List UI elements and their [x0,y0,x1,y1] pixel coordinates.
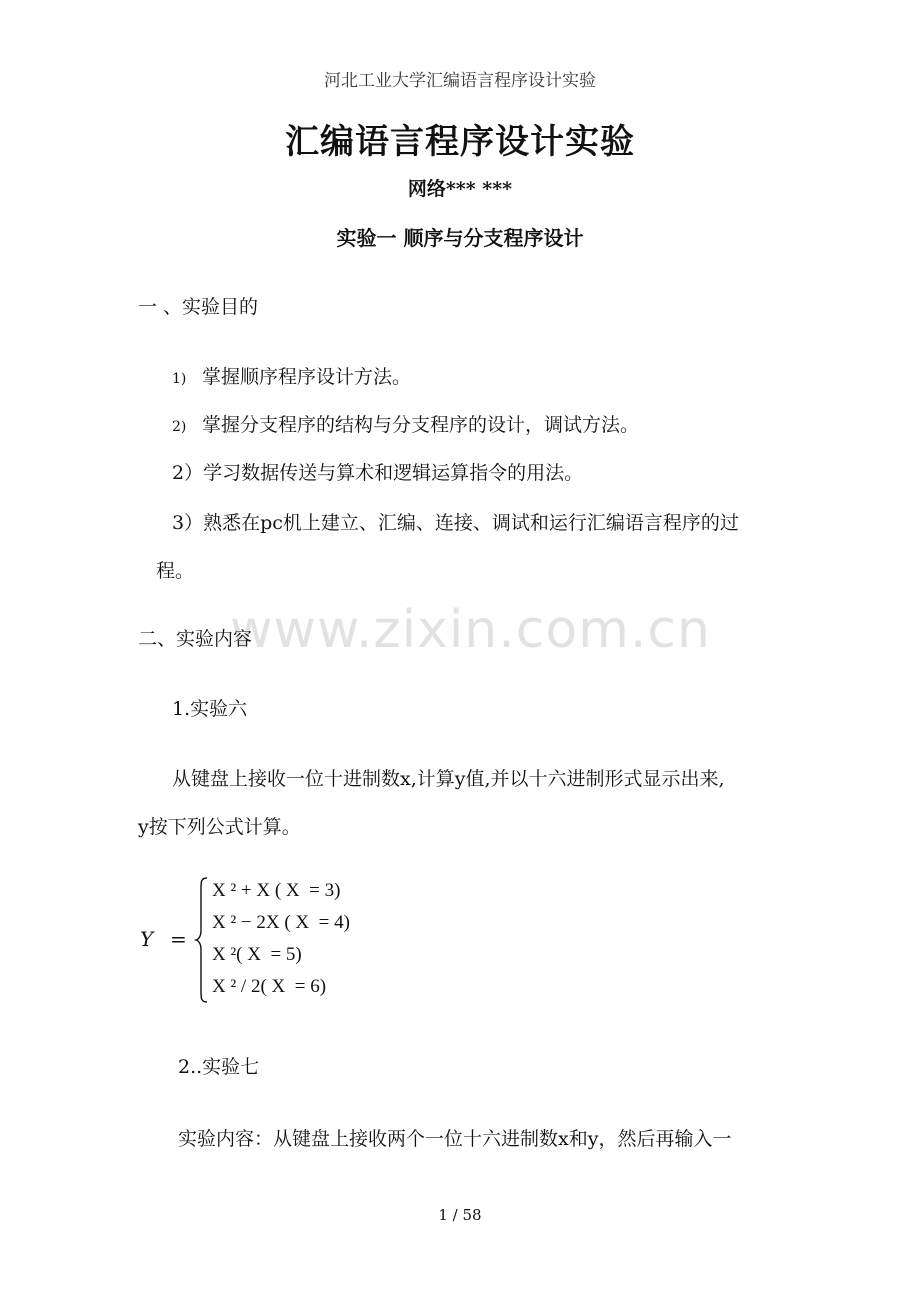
page-header: 河北工业大学汇编语言程序设计实验 [324,71,596,91]
author-line: 网络*** *** [407,178,513,200]
left-brace-icon [194,876,210,1004]
formula-case-1 [212,880,340,902]
item-number: 3） [172,512,204,534]
formula-case-2 [212,912,350,934]
formula-case-3 [212,944,302,966]
formula-case-4 [212,976,326,998]
experiment-6-desc-line2: y按下列公式计算。 [138,816,301,838]
item-text: 掌握分支程序的结构与分支程序的设计，调试方法。 [202,414,640,436]
item-number: 2) [172,419,187,435]
item-text: 掌握顺序程序设计方法。 [202,366,412,388]
item-number: 2） [172,462,204,484]
watermark: www.zixin.com.cn [230,600,711,660]
case-expression: X ² [212,944,237,965]
formula-equals: = [170,927,187,951]
experiment-7-desc-line1: 实验内容：从键盘上接收两个一位十六进制数x和y，然后再输入一 [178,1128,732,1150]
document-title: 汇编语言程序设计实验 [285,122,635,162]
purpose-item-2 [172,410,639,437]
purpose-item-1 [172,362,411,389]
purpose-item-4-continuation: 程。 [156,560,195,582]
item-number: 1) [172,371,187,387]
purpose-item-3 [172,458,583,485]
item-text: 熟悉在pc机上建立、汇编、连接、调试和运行汇编语言程序的过 [203,512,739,534]
experiment-7-label: 2..实验七 [178,1056,260,1078]
page-number: 1 / 58 [438,1206,482,1224]
formula-lhs: Y [140,927,154,951]
item-text: 学习数据传送与算术和逻辑运算指令的用法。 [203,462,584,484]
experiment-6-label: 1.实验六 [172,698,248,720]
case-condition: ( X = 3) [274,880,341,901]
section-heading-purpose: 一 、实验目的 [138,296,259,318]
case-condition: ( X = 5) [236,944,302,965]
section-heading-content: 二、实验内容 [138,628,253,650]
case-condition: ( X = 4) [284,912,350,933]
experiment-title: 实验一 顺序与分支程序设计 [336,226,584,250]
piecewise-formula [140,872,440,1007]
case-expression: X ² + X [212,880,271,901]
purpose-item-4 [172,508,739,535]
case-expression: X ² − 2X [212,912,280,933]
case-condition: ( X = 6) [260,976,327,997]
case-expression: X ² / 2 [212,976,261,997]
experiment-6-desc-line1: 从键盘上接收一位十进制数x,计算y值,并以十六进制形式显示出来, [172,768,725,790]
